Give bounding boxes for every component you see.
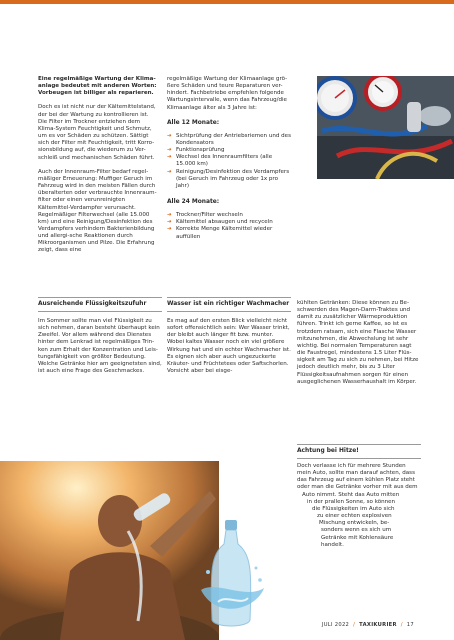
list-24-months [167,212,291,241]
heading-24-months: Alle 24 Monate: [167,199,220,206]
list-item: ➔ Trockner/Filter wechseln [167,212,243,219]
section-hydration [38,300,162,382]
ac-service-photo [317,76,454,179]
body-line: Mischung entwickeln, be- [319,520,390,527]
ac-gauges-illustration [317,76,454,179]
list-item: ➔ Wechsel des Innenraumfilters (alle 15.000 km) [167,154,273,168]
arrow-right-icon: ➔ [167,212,172,219]
water-bottle-splash-icon [196,510,266,635]
column-1-top [38,76,159,262]
man-drinking-photo [0,461,219,640]
footer-magazine-name: TAXIKURIER [359,622,397,628]
arrow-right-icon: ➔ [167,168,172,175]
arrow-right-icon: ➔ [167,147,172,154]
body-paragraph-1: Doch es ist nicht nur der Kältemittelstand, der bei der Wartung zu kontrollieren ist. Die Filter im Trockner entziehen dem Klima-System Feuchtigkeit und Schmutz, um es vor Schäden zu schützen. Sättigt sich der Filter mit Feuchtigkeit, tritt Korro-sionsbildung auf, die wiederum zu Ver-schleiß und mechanischen Schäden führt. [38,104,156,161]
list-item: ➔ Korrekte Menge Kältemittel wieder auffüllen [167,226,273,240]
section-title-water: Wasser ist ein richtiger Wachmacher [167,300,291,312]
body-line: handelt. [321,541,344,548]
maintenance-intro: regelmäßige Wartung der Klimaanlage grö-ßere Schäden und teure Reparaturen ver-hindert. Fachbetriebe empfehlen folgende Wartungsintervalle, wenn das Fahrzeug/die Klimaanlage älter als 3 Jahre ist: [167,76,288,111]
body-line: mein Auto, sollte man darauf achten, dass [297,470,415,477]
page-footer [322,622,414,628]
list-item: ➔ Sichtprüfung der Antriebsriemen und des Kondensators [167,132,291,146]
body-paragraph-2: Auch der Innenraum-Filter bedarf regel-mäßiger Erneuerung: Muffiger Geruch im Fahrzeug wird in den meisten Fällen durch überalterten oder verbrauchte Innenraum-filter oder einen verunreinigten Kältemittel-Verdampfer verursacht. Regelmäßiger Filterwechsel (alle 15.000 km) und eine Reinigung/Desinfektion des Verdampfers verhindern Bakterienbildung und allergi-sche Reaktionen durch Mikroorganismen und Pilze. Die Erfahrung zeigt, dass eine [38,168,157,254]
body-line: sonders wenn es sich um [321,527,392,534]
arrow-right-icon: ➔ [167,132,172,139]
lead-paragraph: Eine regelmäßige Wartung der Klima-anlage bedeutet mit anderen Worten: Vorbeugen ist billiger als reparieren. [38,76,157,97]
list-12-months [167,133,291,190]
body-line: oder man die Getränke vorher mit aus dem [297,484,418,491]
body-line: Getränke mit Kohlensäure [321,534,394,541]
arrow-right-icon: ➔ [167,226,172,233]
arrow-right-icon: ➔ [167,154,172,161]
man-drinking-illustration [0,461,219,640]
column-2-top [167,76,291,249]
footer-date: JULI 2022 [321,622,350,628]
section-divider [297,444,421,445]
heat-warning-body [297,463,421,549]
hydration-body: Im Sommer sollte man viel Flüssigkeit zu sich nehmen, daran besteht überhaupt kein Zweifel. Vor allem während des Dienstes hinter dem Lenkrad ist regelmäßiges Trin-ken zum Erhalt der Konzentration und Leis-tungsfähigkeit von größter Bedeutung. Welche Getränke hier am geeignetsten sind, ist auch eine Frage des Geschmackes. [38,318,162,375]
footer-separator: / [353,622,356,628]
body-line: in der prallen Sonne, so können [307,498,396,505]
body-line: zu einer echten explosiven [317,513,392,520]
footer-separator: / [400,622,403,628]
section-title-hydration: Ausreichende Flüssigkeitszufuhr [38,300,162,312]
list-item: ➔ Funktionsprüfung [167,147,225,154]
cold-drinks-body: kühlten Getränken: Diese können zu Be-schwerden des Magen-Darm-Traktes und damit zu zusätzlicher Wärmeproduktion führen. Trinkt ich gerne Kaffee, so ist es trotzdem ratsam, sich eine Flasche Wasser mitzunehmen, die Abwechslung ist sehr wichtig. Bei normalen Temperaturen sagt die Faustregel, mindestens 1.5 Liter Flüs-sigkeit am Tag zu sich zu nehmen, bei Hitze jedoch deutlich mehr, bis zu 3 Liter Flüssigkeitsaufnahmen sorgen für einen ausgeglichenen Wasserhaushalt im Körper. [297,300,419,385]
water-body: Es mag auf den ersten Blick vielleicht nicht sofort offensichtlich sein: Wer Wasser trinkt, der bleibt auch länger fit bzw. munter. Wobei kaltes Wasser noch ein viel größere Wirkung hat und ein echter Wachmacher ist. Es eignen sich aber auch ungezuckerte Kräuter- und Früchtetees oder Saftschorlen. Vorsicht aber bei eisge- [167,318,291,375]
section-cold-drinks [297,300,421,393]
body-line: das Fahrzeug auf einem kühlen Platz steht [297,477,415,484]
section-divider [297,458,421,459]
arrow-right-icon: ➔ [167,219,172,226]
list-item: ➔ Kältemittel absaugen und recyceln [167,219,273,226]
footer-page-number: 17 [406,622,414,628]
body-line: Auto nimmt. Steht das Auto mitten [302,491,400,498]
section-divider [167,297,291,298]
list-item: ➔ Reinigung/Desinfektion des Verdampfers (bei Geruch im Fahrzeug oder 1x pro Jahr) [167,168,290,189]
section-divider [38,297,162,298]
body-line: die Flüssigkeiten im Auto sich [312,505,395,512]
section-water [167,300,291,382]
heading-12-months: Alle 12 Monate: [167,119,220,126]
top-accent-rule [0,0,454,4]
section-title-heat: Achtung bei Hitze! [297,448,359,454]
body-line: Doch verlasse ich für mehrere Stunden [297,463,406,469]
